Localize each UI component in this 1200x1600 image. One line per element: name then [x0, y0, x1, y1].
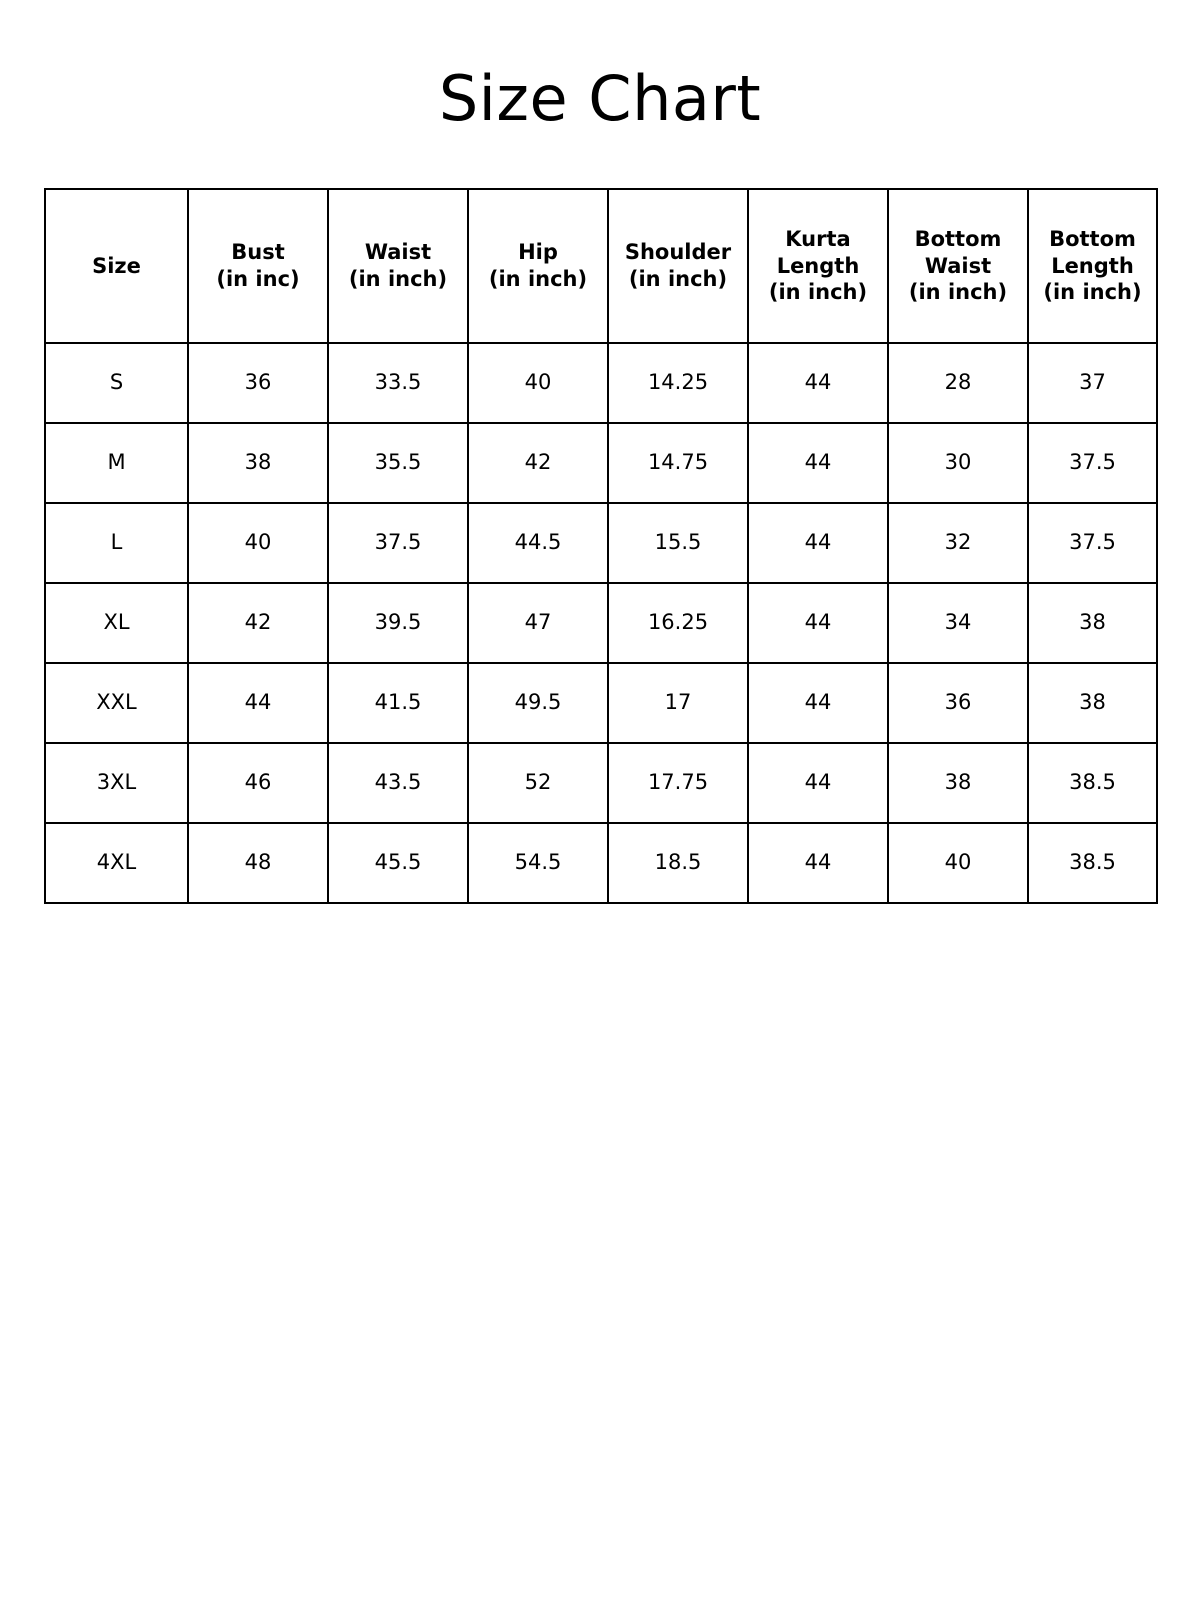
cell-waist: 39.5	[328, 583, 468, 663]
cell-bust: 44	[188, 663, 328, 743]
cell-bust: 38	[188, 423, 328, 503]
cell-bottom-length: 38.5	[1028, 823, 1157, 903]
cell-waist: 37.5	[328, 503, 468, 583]
cell-kurta-length: 44	[748, 423, 888, 503]
column-header-bust	[188, 189, 328, 343]
table-row	[45, 343, 1157, 423]
cell-kurta-length: 44	[748, 663, 888, 743]
cell-bottom-waist: 30	[888, 423, 1028, 503]
cell-hip: 42	[468, 423, 608, 503]
size-chart-table-container	[44, 130, 1156, 904]
header-label-line1: Hip	[518, 240, 558, 265]
cell-shoulder: 17.75	[608, 743, 748, 823]
cell-bust: 48	[188, 823, 328, 903]
cell-size: M	[45, 423, 188, 503]
header-label-line1: Bust	[231, 240, 285, 265]
cell-bottom-waist: 32	[888, 503, 1028, 583]
cell-bottom-length: 37	[1028, 343, 1157, 423]
cell-waist: 33.5	[328, 343, 468, 423]
table-row	[45, 743, 1157, 823]
cell-hip: 52	[468, 743, 608, 823]
cell-bust: 46	[188, 743, 328, 823]
header-row	[45, 189, 1157, 343]
table-body	[45, 343, 1157, 903]
cell-kurta-length: 44	[748, 583, 888, 663]
cell-shoulder: 18.5	[608, 823, 748, 903]
table-row	[45, 823, 1157, 903]
table-row	[45, 503, 1157, 583]
cell-bust: 42	[188, 583, 328, 663]
page-title: Size Chart	[438, 62, 762, 135]
header-label-line2: (in inch)	[628, 267, 728, 291]
column-header-shoulder	[608, 189, 748, 343]
cell-waist: 35.5	[328, 423, 468, 503]
header-label-line1: Bottom Length	[1049, 226, 1136, 278]
column-header-waist	[328, 189, 468, 343]
cell-bust: 40	[188, 503, 328, 583]
column-header-bottom-waist	[888, 189, 1028, 343]
column-header-kurta-length	[748, 189, 888, 343]
cell-size: 4XL	[45, 823, 188, 903]
cell-bottom-waist: 36	[888, 663, 1028, 743]
cell-hip: 54.5	[468, 823, 608, 903]
cell-waist: 45.5	[328, 823, 468, 903]
cell-kurta-length: 44	[748, 743, 888, 823]
cell-shoulder: 15.5	[608, 503, 748, 583]
cell-hip: 40	[468, 343, 608, 423]
cell-waist: 43.5	[328, 743, 468, 823]
cell-bottom-waist: 40	[888, 823, 1028, 903]
cell-hip: 44.5	[468, 503, 608, 583]
cell-shoulder: 14.75	[608, 423, 748, 503]
table-header	[45, 189, 1157, 343]
header-label-line2: (in inch)	[1043, 280, 1142, 305]
header-label-line2: (in inch)	[768, 280, 868, 305]
cell-bottom-waist: 38	[888, 743, 1028, 823]
cell-bottom-waist: 28	[888, 343, 1028, 423]
column-header-hip	[468, 189, 608, 343]
cell-hip: 49.5	[468, 663, 608, 743]
table-row	[45, 583, 1157, 663]
cell-size: S	[45, 343, 188, 423]
cell-shoulder: 17	[608, 663, 748, 743]
cell-shoulder: 14.25	[608, 343, 748, 423]
cell-bottom-length: 38	[1028, 583, 1157, 663]
column-header-size	[45, 189, 188, 343]
header-label-line2: (in inch)	[488, 267, 588, 291]
header-label-line2: (in inc)	[216, 267, 300, 291]
cell-bottom-waist: 34	[888, 583, 1028, 663]
cell-hip: 47	[468, 583, 608, 663]
table-row	[45, 663, 1157, 743]
cell-size: 3XL	[45, 743, 188, 823]
cell-bust: 36	[188, 343, 328, 423]
cell-kurta-length: 44	[748, 823, 888, 903]
header-label-line1: Size	[92, 253, 141, 278]
header-label-line1: Waist	[364, 240, 432, 265]
header-label-line2: (in inch)	[908, 280, 1008, 305]
header-label-line2: (in inch)	[348, 267, 448, 291]
cell-size: L	[45, 503, 188, 583]
header-label-line1: Shoulder	[624, 240, 732, 265]
cell-bottom-length: 38.5	[1028, 743, 1157, 823]
cell-size: XXL	[45, 663, 188, 743]
cell-size: XL	[45, 583, 188, 663]
cell-bottom-length: 37.5	[1028, 423, 1157, 503]
cell-kurta-length: 44	[748, 503, 888, 583]
cell-bottom-length: 38	[1028, 663, 1157, 743]
header-label-line1: Kurta Length	[776, 226, 860, 278]
column-header-bottom-length	[1028, 189, 1157, 343]
cell-kurta-length: 44	[748, 343, 888, 423]
header-label-line1: Bottom Waist	[914, 226, 1002, 278]
table-row	[45, 423, 1157, 503]
cell-shoulder: 16.25	[608, 583, 748, 663]
cell-waist: 41.5	[328, 663, 468, 743]
cell-bottom-length: 37.5	[1028, 503, 1157, 583]
size-chart-table	[44, 188, 1158, 904]
